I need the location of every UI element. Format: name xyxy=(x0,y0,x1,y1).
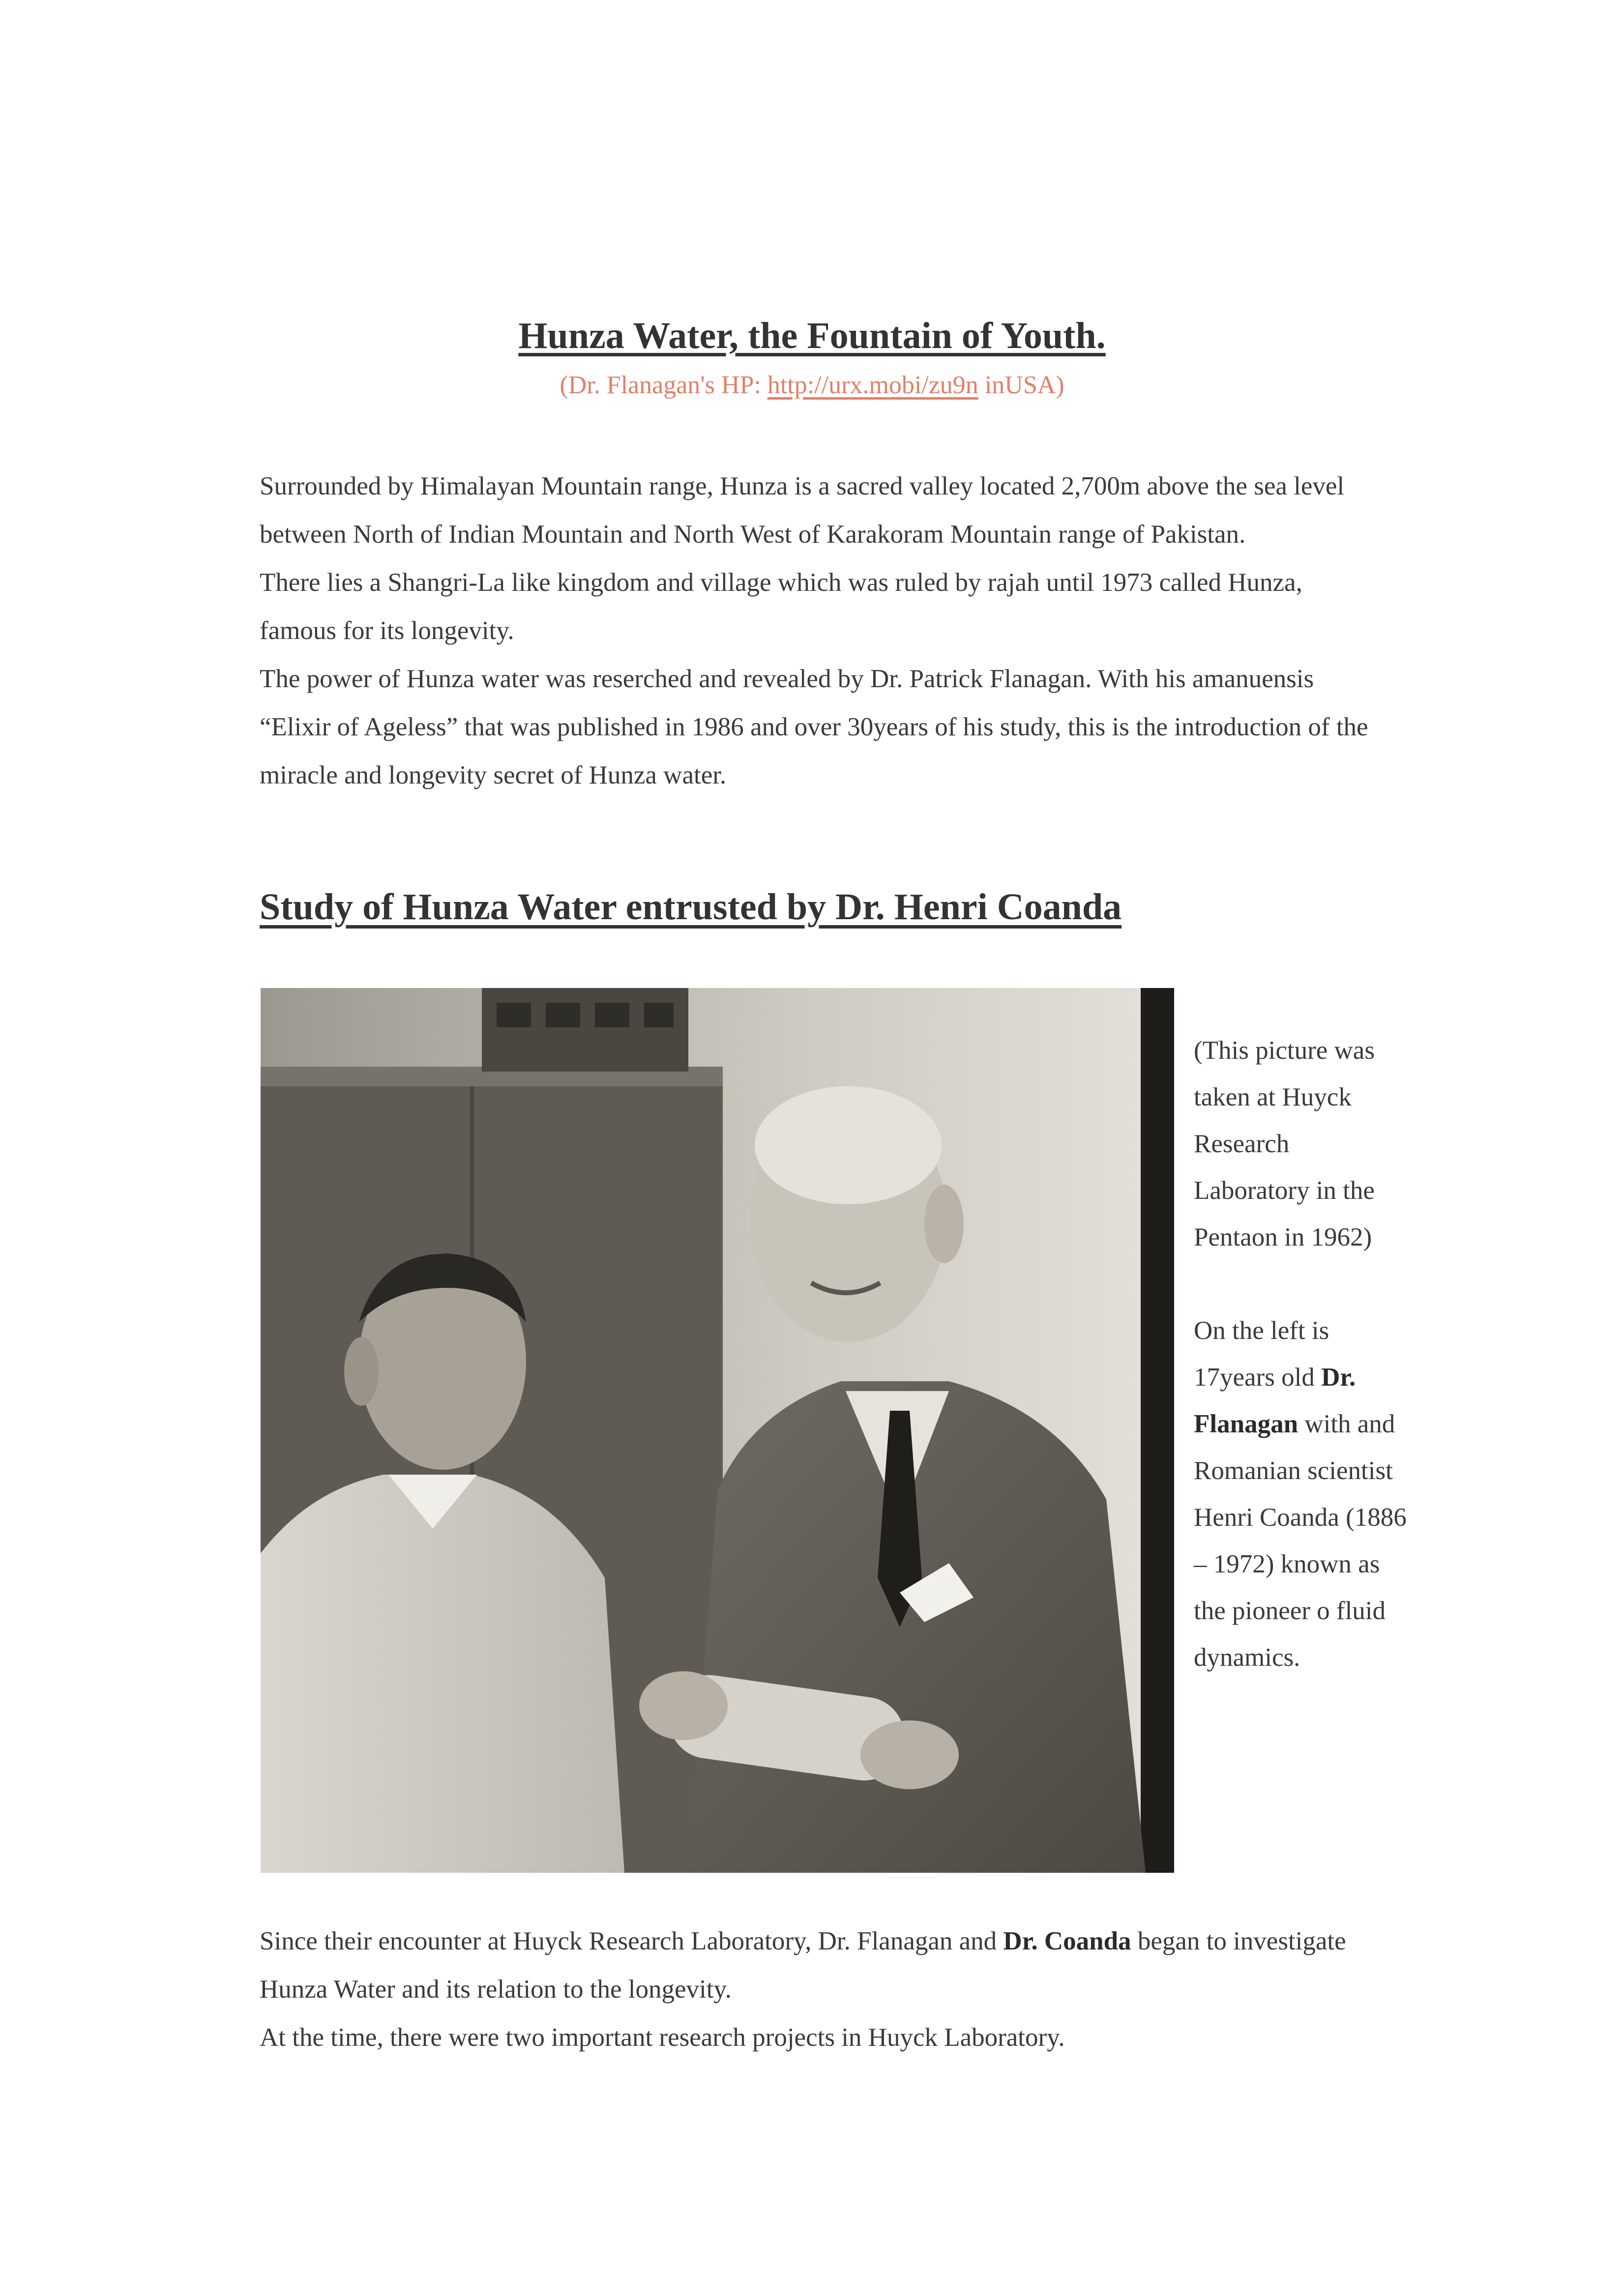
outro-paragraph xyxy=(260,1917,1381,2013)
outro-text xyxy=(260,1917,1381,2062)
outro-before: Since their encounter at Huyck Research Laboratory, Dr. Flanagan and xyxy=(260,1927,1004,1955)
caption-description xyxy=(1194,1308,1410,1681)
caption-spacer xyxy=(1194,1261,1410,1308)
subtitle-prefix: (Dr. Flanagan's HP: xyxy=(560,371,768,399)
intro-paragraph: The power of Hunza water was reserched and revealed by Dr. Patrick Flanagan. With his amanuensis “Elixir of Ageless” that was published in 1986 and over 30years of his study, this is the introduction of the miracle and longevity secret of Hunza water. xyxy=(260,665,1368,789)
caption-desc-bold: Dr. Flanagan xyxy=(1194,1363,1356,1438)
section-heading: Study of Hunza Water entrusted by Dr. Henri Coanda xyxy=(260,886,1122,928)
photo-caption xyxy=(1194,1027,1410,1681)
outro-after: began to investigate Hunza Water and its relation to the longevity. xyxy=(260,1927,1346,2004)
subtitle-suffix: inUSA) xyxy=(978,371,1064,399)
intro-paragraph: Surrounded by Himalayan Mountain range, Hunza is a sacred valley located 2,700m above the sea level between North of Indian Mountain and North West of Karakoram Mountain range of Pakistan. xyxy=(260,472,1345,549)
historical-photo xyxy=(261,988,1174,1873)
outro-paragraph: At the time, there were two important research projects in Huyck Laboratory. xyxy=(260,2023,1065,2052)
caption-desc-before: On the left is 17years old xyxy=(1194,1316,1329,1392)
intro-text xyxy=(260,462,1381,799)
photo-illustration xyxy=(261,988,1174,1873)
homepage-subtitle xyxy=(0,371,1624,400)
homepage-link[interactable]: http://urx.mobi/zu9n xyxy=(767,371,978,399)
caption-desc-after: with and Romanian scientist Henri Coanda (1886 – 1972) known as the pioneer o fluid dynamics. xyxy=(1194,1410,1407,1672)
page-title: Hunza Water, the Fountain of Youth. xyxy=(518,315,1106,356)
intro-paragraph: There lies a Shangri-La like kingdom and village which was ruled by rajah until 1973 called Hunza, famous for its longevity. xyxy=(260,568,1302,645)
caption-photo-note: (This picture was taken at Huyck Research Laboratory in the Pentaon in 1962) xyxy=(1194,1036,1375,1251)
outro-bold: Dr. Coanda xyxy=(1003,1927,1131,1955)
